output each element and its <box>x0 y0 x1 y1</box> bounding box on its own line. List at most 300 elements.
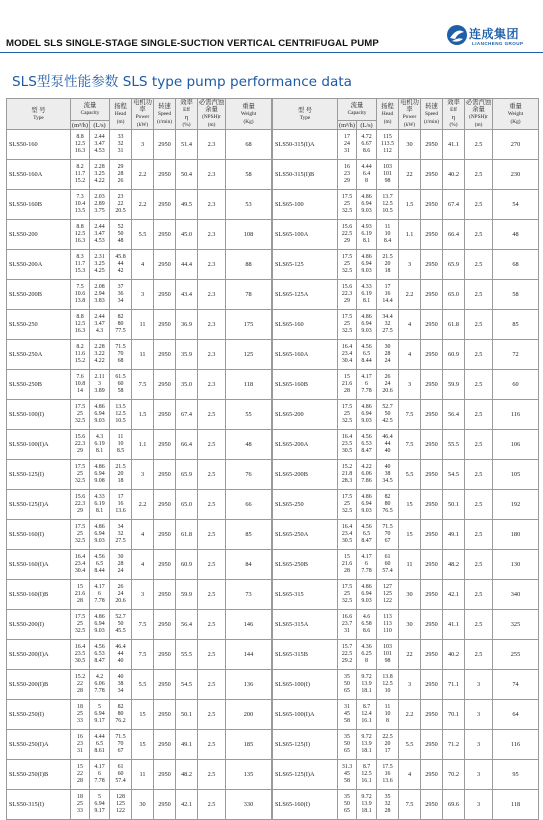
efficiency-cell: 56.4 <box>176 610 198 640</box>
head-cell <box>110 520 132 550</box>
value: 2.94 <box>94 290 105 297</box>
header-capacity-line: Capacity <box>347 110 367 117</box>
efficiency-cell: 66.4 <box>443 220 465 250</box>
value: 14 <box>77 388 83 395</box>
value: 6.94 <box>94 410 105 417</box>
value: 10 <box>117 440 124 447</box>
value: 13.7 <box>382 193 393 200</box>
value: 32 <box>384 800 391 807</box>
value: 65 <box>344 688 350 695</box>
header-speed-line: 转速 <box>158 102 171 110</box>
head-cell <box>110 460 132 490</box>
head-cell <box>110 340 132 370</box>
weight-cell: 64 <box>493 700 539 730</box>
power-cell: 22 <box>399 160 421 190</box>
value: 4.93 <box>361 223 372 230</box>
value: 9.03 <box>94 628 105 635</box>
value: 33 <box>77 718 83 725</box>
value: 40 <box>117 658 124 665</box>
npsh-cell: 2.3 <box>198 160 226 190</box>
efficiency-cell: 65.0 <box>443 280 465 310</box>
value: 38 <box>384 470 391 477</box>
header-weight-line: (Kg) <box>243 118 254 125</box>
value: 16 <box>117 500 124 507</box>
value: 16 <box>384 290 391 297</box>
capacity-m3h-cell <box>338 370 357 400</box>
weight-cell: 84 <box>226 550 272 580</box>
value: 8 <box>365 658 368 665</box>
value: 45.8 <box>115 253 126 260</box>
power-cell: 5.5 <box>399 730 421 760</box>
value: 6.06 <box>94 680 105 687</box>
value: 32.5 <box>341 268 353 275</box>
efficiency-cell: 70.1 <box>443 700 465 730</box>
value: 8.7 <box>362 763 371 770</box>
model-cell: SLS65-315 <box>273 580 338 610</box>
value: 5 <box>98 703 101 710</box>
speed-cell: 2950 <box>154 730 176 760</box>
value: 17.5 <box>341 313 353 320</box>
speed-cell: 2950 <box>421 760 443 790</box>
capacity-ls-cell <box>90 460 110 490</box>
value: 6.53 <box>361 440 372 447</box>
value: 6.94 <box>94 470 105 477</box>
capacity-m3h-cell <box>71 610 90 640</box>
value: 6.19 <box>361 290 372 297</box>
model-cell: SLS65-160(I) <box>273 790 338 820</box>
npsh-cell: 2.5 <box>198 640 226 670</box>
value: 60 <box>117 770 124 777</box>
npsh-cell: 2.5 <box>465 490 493 520</box>
npsh-cell: 2.5 <box>465 550 493 580</box>
efficiency-cell: 61.8 <box>176 520 198 550</box>
header-model-line: Type <box>299 114 311 121</box>
power-cell: 30 <box>399 130 421 160</box>
value: 17 <box>384 748 391 755</box>
table-row <box>7 490 272 520</box>
value: 8.7 <box>362 703 371 710</box>
header-weight-line: (Kg) <box>510 118 521 125</box>
value: 4.22 <box>94 358 105 365</box>
power-cell: 22 <box>399 640 421 670</box>
capacity-m3h-cell <box>71 460 90 490</box>
value: 122 <box>116 808 125 815</box>
head-cell <box>110 610 132 640</box>
value: 30.5 <box>74 658 86 665</box>
npsh-cell: 2.5 <box>465 400 493 430</box>
table-row <box>273 610 539 640</box>
capacity-m3h-cell <box>71 640 90 670</box>
value: 6.94 <box>94 710 105 717</box>
capacity-m3h-cell <box>71 550 90 580</box>
weight-cell: 53 <box>226 190 272 220</box>
npsh-cell: 2.5 <box>465 310 493 340</box>
weight-cell: 54 <box>493 190 539 220</box>
efficiency-cell: 66.4 <box>176 430 198 460</box>
capacity-ls-cell <box>90 520 110 550</box>
efficiency-cell: 69.6 <box>443 790 465 820</box>
value: 34 <box>117 688 124 695</box>
value: 20 <box>384 740 391 747</box>
head-cell <box>110 730 132 760</box>
header-head <box>110 99 132 130</box>
capacity-m3h-cell <box>71 670 90 700</box>
npsh-cell: 2.5 <box>198 400 226 430</box>
value: 22.3 <box>74 440 86 447</box>
speed-cell: 2950 <box>154 220 176 250</box>
efficiency-cell: 59.9 <box>443 370 465 400</box>
value: 16.4 <box>341 343 353 350</box>
table-row <box>7 760 272 790</box>
efficiency-cell: 42.1 <box>443 580 465 610</box>
value: 25 <box>344 260 350 267</box>
weight-cell: 108 <box>226 220 272 250</box>
model-cell: SLS65-200B <box>273 460 338 490</box>
header-unit-m3h-line: (m³/h) <box>339 121 355 129</box>
header-weight <box>493 99 539 130</box>
capacity-m3h-cell <box>338 580 357 610</box>
table-row <box>273 730 539 760</box>
value: 29 <box>344 178 350 185</box>
table-row <box>273 280 539 310</box>
efficiency-cell: 67.4 <box>443 190 465 220</box>
speed-cell: 2950 <box>421 790 443 820</box>
capacity-ls-cell <box>357 190 377 220</box>
capacity-m3h-cell <box>71 400 90 430</box>
value: 25 <box>77 710 83 717</box>
value: 8.1 <box>362 238 371 245</box>
value: 3.47 <box>94 320 105 327</box>
efficiency-cell: 71.1 <box>443 670 465 700</box>
value: 29 <box>344 238 350 245</box>
capacity-m3h-cell <box>338 520 357 550</box>
value: 11 <box>117 433 124 440</box>
page-header <box>0 0 543 64</box>
value: 50 <box>117 230 124 237</box>
capacity-ls-cell <box>90 400 110 430</box>
npsh-cell: 2.5 <box>465 460 493 490</box>
value: 16.4 <box>341 433 353 440</box>
speed-cell: 2950 <box>154 550 176 580</box>
value: 2.89 <box>94 200 105 207</box>
value: 23 <box>117 193 124 200</box>
speed-cell: 2950 <box>154 340 176 370</box>
value: 12.5 <box>361 770 372 777</box>
value: 29 <box>77 508 83 515</box>
value: 67 <box>117 748 124 755</box>
capacity-ls-cell <box>357 370 377 400</box>
speed-cell: 2950 <box>154 580 176 610</box>
npsh-cell: 2.5 <box>465 280 493 310</box>
capacity-m3h-cell <box>71 130 90 160</box>
value: 29 <box>77 448 83 455</box>
header-speed-line: Speed <box>425 110 438 117</box>
header-weight-line: Weight <box>240 110 257 117</box>
header-capacity <box>338 99 377 121</box>
table-row <box>273 340 539 370</box>
value: 35 <box>344 793 350 800</box>
power-cell: 11 <box>132 760 154 790</box>
model-cell: SLS65-200 <box>273 400 338 430</box>
capacity-m3h-cell <box>71 250 90 280</box>
value: 16.1 <box>361 778 372 785</box>
value: 101 <box>383 170 392 177</box>
table-row <box>273 400 539 430</box>
header-speed-line: (r/min) <box>424 118 440 125</box>
value: 4.53 <box>94 148 105 155</box>
efficiency-cell: 70.2 <box>443 760 465 790</box>
value: 4.56 <box>94 553 105 560</box>
value: 28 <box>77 778 83 785</box>
capacity-m3h-cell <box>338 160 357 190</box>
efficiency-cell: 41.1 <box>443 610 465 640</box>
performance-table-right <box>272 98 539 820</box>
value: 35 <box>344 733 350 740</box>
header-model-line: Type <box>33 114 44 121</box>
head-cell <box>110 580 132 610</box>
npsh-cell: 2.5 <box>198 610 226 640</box>
value: 28 <box>344 568 350 575</box>
value: 11.6 <box>74 350 86 357</box>
value: 6.25 <box>361 650 372 657</box>
efficiency-cell: 67.4 <box>176 400 198 430</box>
capacity-m3h-cell <box>338 130 357 160</box>
table-row <box>273 670 539 700</box>
value: 67 <box>384 538 391 545</box>
value: 28 <box>77 598 83 605</box>
value: 10.6 <box>74 290 86 297</box>
value: 9.72 <box>361 793 372 800</box>
capacity-m3h-cell <box>338 670 357 700</box>
value: 4.33 <box>361 283 372 290</box>
power-cell: 2.2 <box>132 490 154 520</box>
value: 50 <box>344 800 350 807</box>
value: 80 <box>384 500 391 507</box>
value: 25 <box>77 530 83 537</box>
value: 10.8 <box>74 380 86 387</box>
speed-cell: 2950 <box>154 130 176 160</box>
capacity-ls-cell <box>357 280 377 310</box>
value: 8.6 <box>362 148 371 155</box>
value: 25 <box>77 410 83 417</box>
value: 110 <box>383 628 392 635</box>
value: 3.22 <box>94 350 105 357</box>
head-cell <box>377 190 399 220</box>
weight-cell: 85 <box>226 520 272 550</box>
value: 13.8 <box>382 673 393 680</box>
value: 36 <box>117 290 124 297</box>
power-cell: 3 <box>399 250 421 280</box>
value: 15 <box>344 373 350 380</box>
header-power-line: (kW) <box>403 122 416 128</box>
model-cell: SLS50-100(I) <box>7 400 71 430</box>
value: 34.5 <box>382 478 393 485</box>
header-efficiency-line: (%) <box>449 122 458 128</box>
model-cell: SLS50-200(I) <box>7 610 71 640</box>
model-cell: SLS50-160B <box>7 190 71 220</box>
value: 16 <box>77 733 83 740</box>
capacity-ls-cell <box>357 790 377 820</box>
speed-cell: 2950 <box>421 220 443 250</box>
table-row <box>7 640 272 670</box>
capacity-m3h-cell <box>71 790 90 820</box>
speed-cell: 2950 <box>154 280 176 310</box>
speed-cell: 2950 <box>154 460 176 490</box>
value: 3.75 <box>94 208 105 215</box>
value: 76.5 <box>382 508 393 515</box>
value: 23.7 <box>341 620 353 627</box>
power-cell: 5.5 <box>399 460 421 490</box>
value: 42.5 <box>382 418 393 425</box>
value: 8.4 <box>383 238 392 245</box>
efficiency-cell: 55.5 <box>443 430 465 460</box>
efficiency-cell: 54.5 <box>443 460 465 490</box>
value: 4.86 <box>94 403 105 410</box>
speed-cell: 2950 <box>154 760 176 790</box>
value: 6 <box>98 770 101 777</box>
power-cell: 15 <box>132 700 154 730</box>
capacity-m3h-cell <box>338 490 357 520</box>
weight-cell: 116 <box>493 730 539 760</box>
value: 101 <box>383 650 392 657</box>
value: 20.5 <box>115 208 126 215</box>
speed-cell: 2950 <box>154 790 176 820</box>
value: 13.8 <box>74 298 86 305</box>
value: 71.5 <box>115 733 126 740</box>
value: 10 <box>384 230 391 237</box>
value: 15.2 <box>74 178 86 185</box>
value: 10.5 <box>115 418 126 425</box>
value: 13.9 <box>361 740 372 747</box>
value: 13.5 <box>74 208 86 215</box>
value: 9.17 <box>94 808 105 815</box>
efficiency-cell: 65.9 <box>443 250 465 280</box>
npsh-cell: 2.3 <box>198 130 226 160</box>
table-row <box>7 610 272 640</box>
value: 16.4 <box>341 523 353 530</box>
value: 25 <box>77 620 83 627</box>
value: 21.6 <box>341 380 353 387</box>
value: 30.4 <box>341 358 353 365</box>
npsh-cell: 2.5 <box>198 760 226 790</box>
npsh-cell: 2.3 <box>198 310 226 340</box>
value: 4.86 <box>94 463 105 470</box>
value: 12.4 <box>361 710 372 717</box>
npsh-cell: 2.5 <box>465 640 493 670</box>
npsh-cell: 2.5 <box>465 220 493 250</box>
value: 20.6 <box>382 388 393 395</box>
model-cell: SLS50-160(I)A <box>7 550 71 580</box>
value: 4.22 <box>361 463 372 470</box>
speed-cell: 2950 <box>421 370 443 400</box>
weight-cell: 58 <box>226 160 272 190</box>
efficiency-cell: 50.4 <box>176 160 198 190</box>
performance-table-left <box>6 98 272 820</box>
capacity-ls-cell <box>90 790 110 820</box>
efficiency-cell: 44.4 <box>176 250 198 280</box>
value: 8.44 <box>361 358 372 365</box>
value: 8 <box>386 718 389 725</box>
value: 6 <box>365 560 368 567</box>
model-cell: SLS50-160(I) <box>7 520 71 550</box>
speed-cell: 2950 <box>154 310 176 340</box>
power-cell: 30 <box>399 610 421 640</box>
model-cell: SLS65-315B <box>273 640 338 670</box>
npsh-cell: 2.5 <box>198 430 226 460</box>
value: 10 <box>384 710 391 717</box>
value: 17.5 <box>341 253 353 260</box>
power-cell: 2.2 <box>132 190 154 220</box>
capacity-ls-cell <box>90 130 110 160</box>
weight-cell: 85 <box>493 310 539 340</box>
value: 10.4 <box>74 200 86 207</box>
header-unit-ls-line: (L/s) <box>93 121 106 129</box>
value: 7.78 <box>361 388 372 395</box>
value: 17 <box>344 133 350 140</box>
value: 16.4 <box>74 643 86 650</box>
model-cell: SLS50-125(I)A <box>7 490 71 520</box>
capacity-ls-cell <box>357 430 377 460</box>
power-cell: 15 <box>399 520 421 550</box>
head-cell <box>377 220 399 250</box>
value: 28 <box>77 688 83 695</box>
table-row <box>7 160 272 190</box>
weight-cell: 340 <box>493 580 539 610</box>
power-cell: 3 <box>132 280 154 310</box>
value: 3.25 <box>94 260 105 267</box>
head-cell <box>377 550 399 580</box>
capacity-ls-cell <box>357 490 377 520</box>
capacity-m3h-cell <box>338 460 357 490</box>
value: 25 <box>77 470 83 477</box>
value: 6.94 <box>361 320 372 327</box>
value: 2.28 <box>94 343 105 350</box>
model-cell: SLS50-200A <box>7 250 71 280</box>
value: 32 <box>117 140 124 147</box>
value: 22 <box>77 770 83 777</box>
model-cell: SLS50-200 <box>7 220 71 250</box>
header-capacity-line: 流量 <box>83 102 97 110</box>
value: 8.47 <box>361 538 372 545</box>
header-npsh <box>198 99 226 130</box>
head-cell <box>377 460 399 490</box>
value: 31 <box>344 148 350 155</box>
value: 4.53 <box>94 238 105 245</box>
efficiency-cell: 51.4 <box>176 130 198 160</box>
capacity-m3h-cell <box>71 490 90 520</box>
weight-cell: 58 <box>493 280 539 310</box>
value: 82 <box>117 703 124 710</box>
header-power-line: (kW) <box>136 122 149 128</box>
weight-cell: 68 <box>493 250 539 280</box>
value: 4.17 <box>361 553 372 560</box>
capacity-m3h-cell <box>338 400 357 430</box>
value: 7.6 <box>76 373 84 380</box>
table-row <box>273 700 539 730</box>
value: 23.4 <box>74 560 86 567</box>
npsh-cell: 2.5 <box>465 580 493 610</box>
capacity-ls-cell <box>357 250 377 280</box>
head-cell <box>110 220 132 250</box>
model-cell: SLS50-160 <box>7 130 71 160</box>
value: 18.1 <box>361 748 372 755</box>
weight-cell: 118 <box>226 370 272 400</box>
table-row <box>7 430 272 460</box>
npsh-cell: 3 <box>465 790 493 820</box>
npsh-cell: 2.3 <box>198 250 226 280</box>
brand-logo <box>446 24 540 54</box>
value: 22.5 <box>341 650 353 657</box>
